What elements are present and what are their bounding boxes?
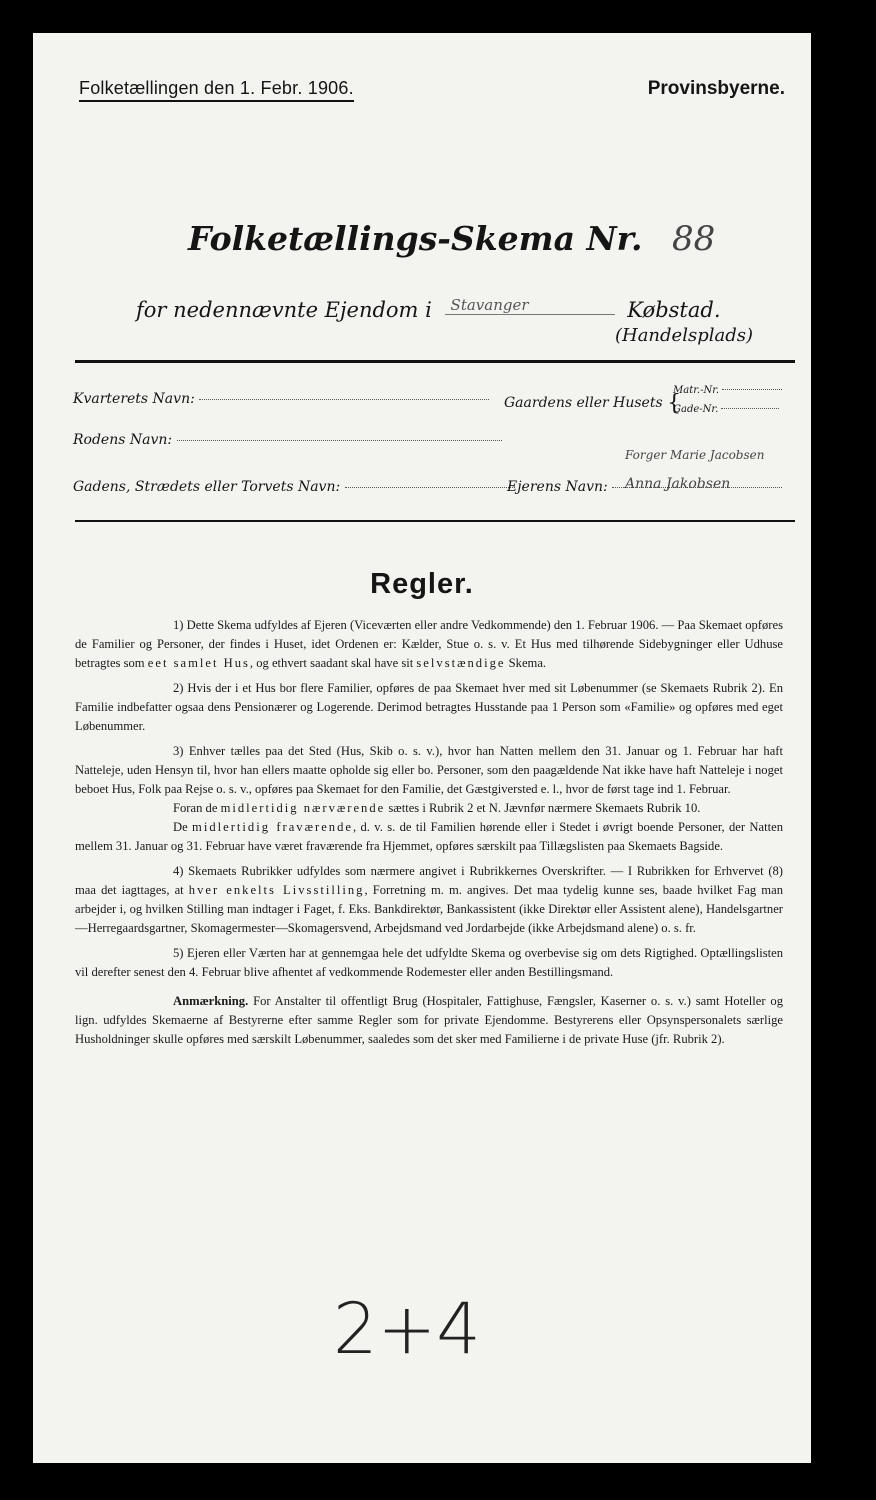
town-field	[445, 296, 615, 315]
note	[75, 992, 783, 1049]
rule-3: 3) Enhver tælles paa det Sted (Hus, Skib o. s. v.), hvor han Natten mellem den 31. Januar og 1. Februar har haft Natteleje, uden Hensyn til, hvor han ellers maatte opholde sig eller bo. Personer, som den paagældende Nat ikke have haft Natteleje i noget beboet Hus, Folk paa Rejse o. s. v., opføres paa Skemaet for den Familie, det Gæstgiversted e. l., hvor de først tage ind 1. Februar.	[75, 744, 783, 796]
town-handwritten: Stavanger	[450, 296, 529, 314]
owner-name-handwritten-1: Forger Marie Jacobsen	[625, 448, 765, 462]
quarter-name-line	[199, 399, 489, 400]
form-title-text: Folketællings-Skema Nr.	[188, 219, 643, 258]
rule-4: 4) Skemaets Rubrikker udfyldes som nærmere angivet i Rubrikkernes Overskrifter. — I Rubrikken for Erhvervet (8) maa det iagttages, at hver enkelts Livsstilling, Forretning m. m. angives. Det maa tydelig kunne ses, baade hvilket Fag man arbejder i, og hvilken Stilling man indtager i Faget, f. Eks. Bankdirektør, Bankassistent (ikke Direktør eller Assistent alene), Handelsgartner—Herregaardsgartner, Skomagermester—Skomagersvend, Arbejdsmand ved Jordarbejde (ikke Arbejdsmand alene) o. s. fr.	[75, 864, 783, 935]
rule-2: 2) Hvis der i et Hus bor flere Familier, opføres de paa Skemaet hver med sit Løbenummer (se Skemaets Rubrik 2). En Familie indbefatter ogsaa dens Pensionærer og Logerende. Derimod betragtes Husstande paa 1 Person som «Familie» og opføres med eget Løbenummer.	[75, 681, 783, 733]
note-label: Anmærkning.	[173, 994, 249, 1008]
street-name-line	[345, 487, 515, 488]
quarter-name-label: Kvarterets Navn:	[73, 391, 195, 407]
rules-heading: Regler.	[370, 568, 474, 600]
street-number-line	[721, 408, 779, 409]
trading-place-label: (Handelsplads)	[614, 325, 753, 346]
matr-label: Matr.-Nr.	[673, 385, 720, 396]
census-date-header: Folketællingen den 1. Febr. 1906.	[79, 78, 354, 102]
rule-3c: De midlertidig fraværende, d. v. s. de til Familien hørende eller i Stedet i øvrigt boende Personer, der Natten mellem 31. Januar og 31. Februar have været fraværende fra Hjemmet, opføres særskilt paa Tillægslisten paa Skemaets Bagside.	[75, 820, 783, 853]
street-number-field	[673, 404, 779, 415]
matr-field	[673, 385, 782, 396]
house-number-field	[504, 391, 681, 416]
district-name-field	[73, 432, 502, 448]
quarter-name-field	[73, 391, 489, 407]
street-name-field	[73, 479, 515, 495]
rule-3b: Foran de midlertidig nærværende sættes i Rubrik 2 et N. Jævnfør nærmere Skemaets Rubrik 10.	[173, 801, 701, 815]
form-number-handwritten: 88	[671, 219, 716, 259]
rule-5: 5) Ejeren eller Værten har at gennemgaa hele det udfyldte Skema og overbevise sig om dets Rigtighed. Optællingslisten vil derefter senest den 4. Februar blive afhentet af vedkommende Rodemester eller anden Bestillingsmand.	[75, 946, 783, 979]
owner-name-label: Ejerens Navn:	[507, 479, 608, 495]
district-name-line	[177, 440, 502, 441]
street-name-label: Gadens, Strædets eller Torvets Navn:	[73, 479, 341, 495]
district-name-label: Rodens Navn:	[73, 432, 173, 448]
rule-1: 1) Dette Skema udfyldes af Ejeren (Viceværten eller andre Vedkommende) den 1. Februar 1906. — Paa Skemaet opføres de Familier og Personer, der findes i Huset, idet Ordenen er: Kælder, Stue o. s. v. Et Hus med tilhørende Sidebygninger eller Udhuse betragtes som eet samlet Hus, og ethvert saadant skal have sit selvstændige Skema.	[75, 618, 783, 670]
property-suffix: Købstad.	[627, 298, 721, 322]
middle-divider	[75, 520, 795, 522]
house-number-label: Gaardens eller Husets	[504, 395, 663, 411]
note-text: For Anstalter til offentligt Brug (Hospitaler, Fattighuse, Fængsler, Kaserner o. s. v.) samt Hoteller og lign. udfyldes Skemaerne af Bestyrerne efter samme Regler som for private Ejendomme. Bestyrerens eller Opsynspersonalets særlige Husholdninger skulle opføres med særskilt Løbenummer, saaledes som det sker med Familierne i de private Huse (jfr. Rubrik 2).	[75, 994, 783, 1046]
property-prefix: for nedennævnte Ejendom i	[136, 298, 432, 322]
top-divider	[75, 360, 795, 363]
owner-name-handwritten-2: Anna Jakobsen	[625, 476, 731, 492]
brace-icon: {	[667, 391, 682, 416]
property-line	[136, 298, 721, 322]
region-header: Provinsbyerne.	[647, 78, 785, 99]
handwritten-footer-number: 2+4	[333, 1288, 481, 1370]
census-form-sheet	[33, 33, 811, 1463]
rules-text	[75, 616, 783, 1055]
matr-line	[722, 389, 782, 390]
form-title	[188, 219, 715, 259]
street-number-label: Gade-Nr.	[673, 404, 719, 415]
